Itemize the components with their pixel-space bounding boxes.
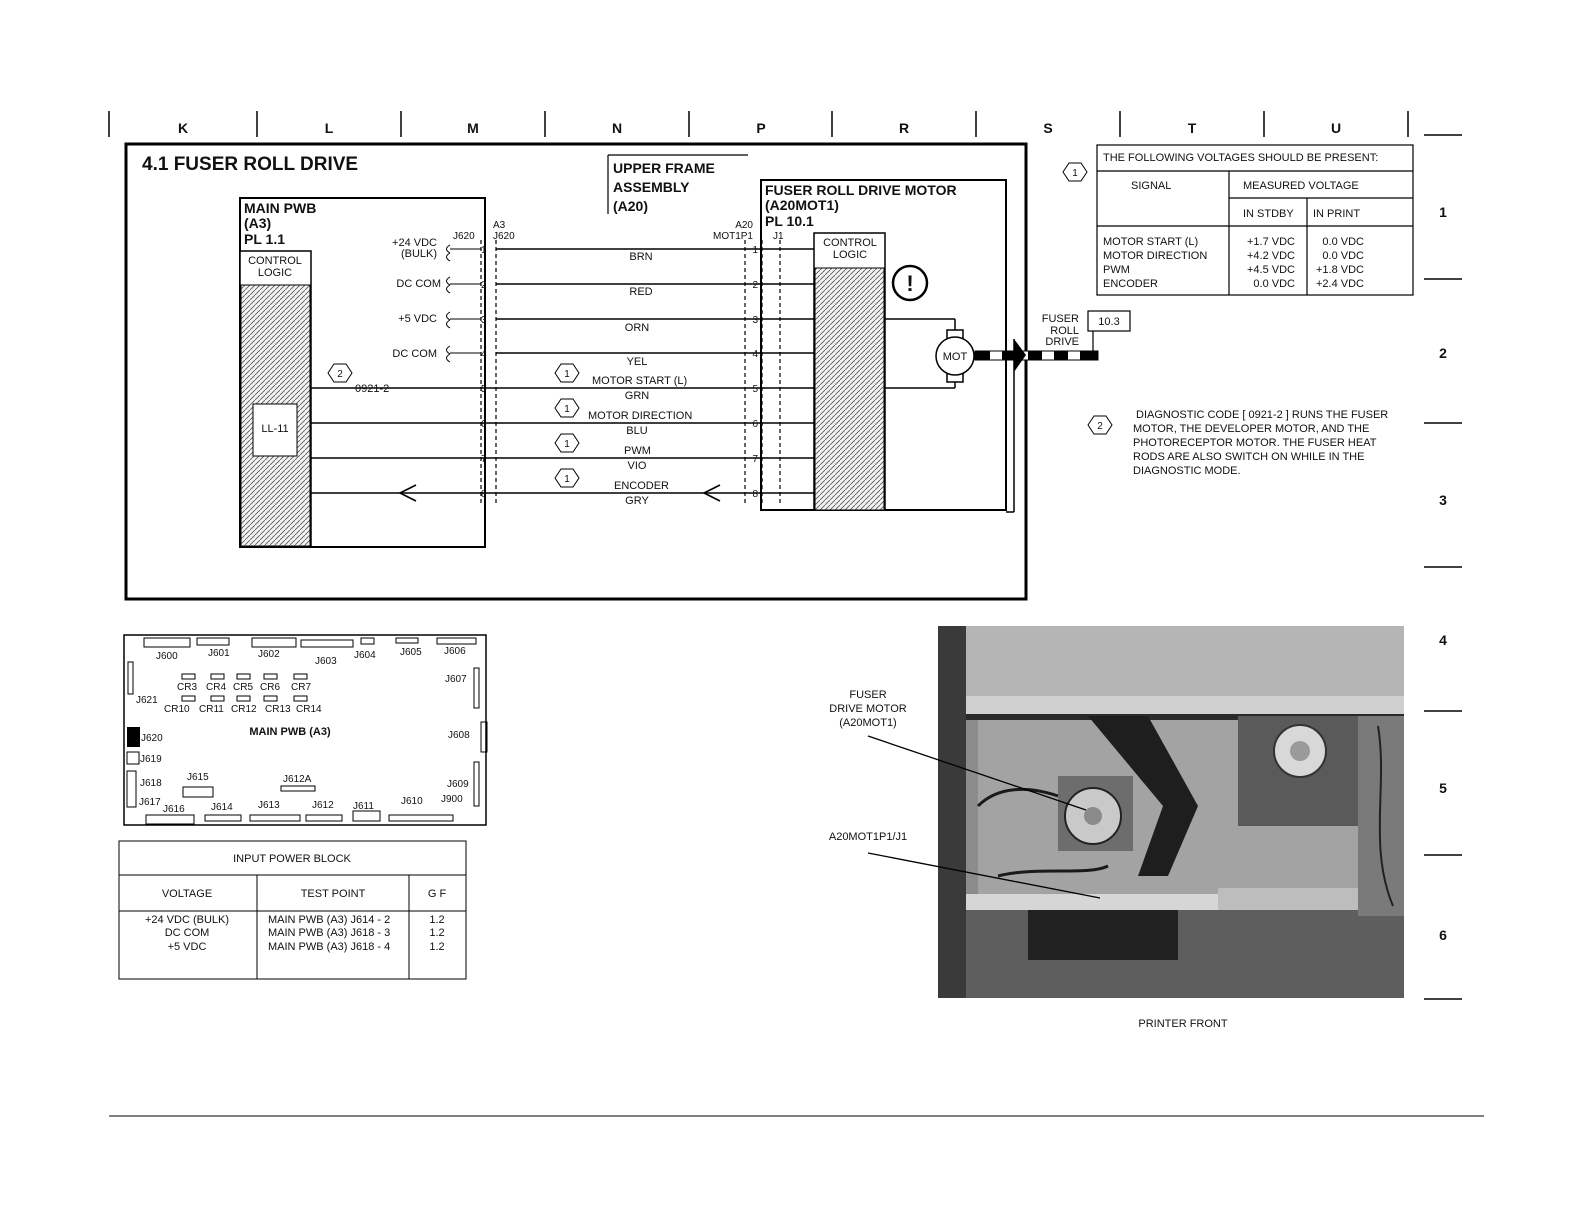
svg-text:MAIN PWB (A3): MAIN PWB (A3): [249, 726, 331, 738]
svg-text:+1.7 VDC: +1.7 VDC: [1247, 236, 1295, 248]
svg-text:J613: J613: [258, 800, 280, 811]
svg-text:DRIVE: DRIVE: [1045, 336, 1079, 348]
svg-text:1.2: 1.2: [429, 941, 445, 953]
mot-label: MOT: [942, 351, 968, 363]
svg-text:+4.5 VDC: +4.5 VDC: [1247, 264, 1295, 276]
svg-text:2: 2: [752, 280, 758, 291]
photo-caption: PRINTER FRONT: [1138, 1018, 1228, 1030]
svg-text:J615: J615: [187, 772, 209, 783]
diag-code-label: 0921-2: [355, 383, 390, 395]
svg-text:J618: J618: [140, 778, 162, 789]
svg-text:+2.4 VDC: +2.4 VDC: [1316, 278, 1364, 290]
col-label: K: [177, 120, 189, 136]
svg-text:5: 5: [481, 384, 487, 395]
svg-text:UPPER FRAME: UPPER FRAME: [613, 160, 715, 176]
col-label: P: [756, 120, 766, 136]
svg-text:1: 1: [481, 245, 487, 256]
svg-text:CR10: CR10: [164, 704, 190, 715]
row-label: 3: [1439, 492, 1447, 508]
svg-text:DRIVE MOTOR: DRIVE MOTOR: [829, 703, 907, 715]
svg-text:2: 2: [481, 280, 487, 291]
col-label: M: [467, 120, 479, 136]
svg-text:J609: J609: [447, 779, 469, 790]
svg-text:DIAGNOSTIC MODE.: DIAGNOSTIC MODE.: [1133, 465, 1241, 477]
svg-text:RODS ARE ALSO SWITCH ON WHILE: RODS ARE ALSO SWITCH ON WHILE IN THE: [1133, 451, 1365, 463]
svg-text:1: 1: [564, 439, 570, 450]
col-label: L: [324, 120, 334, 136]
row-label: 1: [1439, 204, 1447, 220]
svg-text:BLU: BLU: [626, 425, 648, 437]
svg-text:J616: J616: [163, 804, 185, 815]
svg-text:J619: J619: [140, 754, 162, 765]
a3-label: A3: [493, 220, 506, 231]
svg-text:IN STDBY: IN STDBY: [1243, 208, 1294, 220]
svg-text:PL 10.1: PL 10.1: [765, 213, 814, 229]
svg-text:J612A: J612A: [283, 774, 312, 785]
svg-text:J614: J614: [211, 802, 233, 813]
svg-text:+24 VDC: +24 VDC: [392, 237, 437, 249]
svg-text:8: 8: [752, 489, 758, 500]
svg-text:J610: J610: [401, 796, 423, 807]
svg-text:6: 6: [752, 419, 758, 430]
svg-text:VOLTAGE: VOLTAGE: [161, 888, 213, 900]
a20-label: A20: [735, 220, 753, 231]
svg-text:SIGNAL: SIGNAL: [1131, 180, 1172, 192]
svg-text:1: 1: [564, 404, 570, 415]
svg-text:CR7: CR7: [291, 682, 312, 693]
a3-j620-label: J620: [493, 231, 515, 242]
svg-text:CR4: CR4: [206, 682, 227, 693]
svg-text:FUSER: FUSER: [849, 689, 887, 701]
svg-text:CR14: CR14: [296, 704, 322, 715]
svg-text:(A20): (A20): [613, 198, 649, 214]
svg-text:6: 6: [481, 419, 487, 430]
svg-text:(BULK): (BULK): [400, 248, 437, 260]
diagram-title: 4.1 FUSER ROLL DRIVE: [142, 154, 359, 175]
svg-text:CONTROL: CONTROL: [823, 237, 877, 249]
svg-text:MAIN PWB (A3) J618 - 4: MAIN PWB (A3) J618 - 4: [268, 941, 391, 953]
svg-text:10.3: 10.3: [1098, 316, 1120, 328]
svg-text:THE FOLLOWING VOLTAGES SHOULD: THE FOLLOWING VOLTAGES SHOULD BE PRESENT:: [1103, 152, 1379, 164]
j620-label: J620: [453, 231, 475, 242]
svg-text:+4.2 VDC: +4.2 VDC: [1247, 250, 1295, 262]
svg-text:MOTOR DIRECTION: MOTOR DIRECTION: [588, 410, 693, 422]
svg-text:VIO: VIO: [627, 460, 647, 472]
col-label: S: [1043, 120, 1053, 136]
svg-text:0.0 VDC: 0.0 VDC: [1322, 250, 1364, 262]
svg-text:4: 4: [481, 349, 487, 360]
svg-text:+24 VDC (BULK): +24 VDC (BULK): [144, 914, 230, 926]
svg-text:J602: J602: [258, 649, 280, 660]
col-label: U: [1330, 120, 1342, 136]
j1-label: J1: [773, 231, 784, 242]
svg-text:8: 8: [481, 489, 487, 500]
svg-text:J617: J617: [139, 797, 161, 808]
svg-text:PHOTORECEPTOR MOTOR. THE FUSE: PHOTORECEPTOR MOTOR. THE FUSER HEAT: [1133, 437, 1377, 449]
svg-text:PWM: PWM: [1103, 264, 1130, 276]
col-label: R: [898, 120, 910, 136]
svg-text:BRN: BRN: [629, 251, 653, 263]
svg-text:MOTOR START (L): MOTOR START (L): [592, 375, 688, 387]
row-label: 2: [1439, 345, 1447, 361]
svg-text:J607: J607: [445, 674, 467, 685]
svg-text:MAIN PWB (A3) J614 - 2: MAIN PWB (A3) J614 - 2: [268, 914, 391, 926]
svg-text:J606: J606: [444, 646, 466, 657]
svg-text:J605: J605: [400, 647, 422, 658]
svg-text:7: 7: [481, 454, 487, 465]
svg-text:CR12: CR12: [231, 704, 257, 715]
svg-text:ORN: ORN: [624, 322, 650, 334]
svg-text:1: 1: [1072, 168, 1078, 179]
svg-text:(A20MOT1): (A20MOT1): [765, 197, 839, 213]
svg-text:MEASURED VOLTAGE: MEASURED VOLTAGE: [1243, 180, 1359, 192]
svg-text:DC COM: DC COM: [396, 278, 441, 290]
svg-text:J600: J600: [156, 651, 178, 662]
svg-text:DC COM: DC COM: [392, 348, 437, 360]
svg-text:RED: RED: [629, 286, 653, 298]
svg-text:1.2: 1.2: [429, 914, 445, 926]
svg-text:4: 4: [752, 349, 758, 360]
svg-text:CR13: CR13: [265, 704, 291, 715]
row-label: 4: [1439, 632, 1447, 648]
svg-text:INPUT POWER BLOCK: INPUT POWER BLOCK: [233, 853, 351, 865]
svg-text:GRN: GRN: [624, 390, 650, 402]
svg-text:CR3: CR3: [177, 682, 198, 693]
svg-text:MAIN PWB (A3) J618 - 3: MAIN PWB (A3) J618 - 3: [268, 927, 391, 939]
svg-text:PWM: PWM: [624, 445, 651, 457]
svg-text:1: 1: [564, 474, 570, 485]
svg-text:J612: J612: [312, 800, 334, 811]
svg-text:MOTOR DIRECTION: MOTOR DIRECTION: [1103, 250, 1208, 262]
mot1p1-label: MOT1P1: [712, 231, 753, 242]
svg-text:FUSER ROLL DRIVE MOTOR: FUSER ROLL DRIVE MOTOR: [765, 182, 957, 198]
svg-text:3: 3: [481, 315, 487, 326]
svg-text:J601: J601: [208, 648, 230, 659]
svg-text:TEST POINT: TEST POINT: [300, 888, 366, 900]
svg-text:GRY: GRY: [625, 495, 649, 507]
svg-text:(A20MOT1): (A20MOT1): [839, 717, 897, 729]
svg-text:J611: J611: [353, 801, 374, 812]
svg-text:J900: J900: [441, 794, 463, 805]
svg-text:1: 1: [564, 369, 570, 380]
svg-text:IN PRINT: IN PRINT: [1313, 208, 1361, 220]
svg-text:ENCODER: ENCODER: [1103, 278, 1159, 290]
svg-text:1: 1: [752, 245, 758, 256]
svg-text:0.0 VDC: 0.0 VDC: [1322, 236, 1364, 248]
ll11-label: LL-11: [261, 423, 289, 435]
svg-text:J621: J621: [136, 695, 158, 706]
svg-text:YEL: YEL: [626, 356, 648, 368]
svg-text:CR5: CR5: [233, 682, 254, 693]
row-label: 6: [1439, 927, 1447, 943]
svg-text:J620: J620: [141, 733, 163, 744]
svg-text:FUSER: FUSER: [1041, 313, 1079, 325]
svg-text:CONTROL: CONTROL: [248, 255, 302, 267]
svg-text:2: 2: [337, 369, 343, 380]
svg-text:J603: J603: [315, 656, 337, 667]
svg-text:!: !: [906, 271, 914, 296]
svg-text:CR11: CR11: [199, 704, 224, 715]
svg-text:5: 5: [752, 384, 758, 395]
svg-text:ASSEMBLY: ASSEMBLY: [613, 179, 690, 195]
svg-text:0.0 VDC: 0.0 VDC: [1253, 278, 1295, 290]
svg-text:LOGIC: LOGIC: [257, 267, 293, 279]
svg-text:(A3): (A3): [244, 215, 272, 231]
svg-text:+5 VDC: +5 VDC: [167, 941, 207, 953]
svg-text:MOTOR START (L): MOTOR START (L): [1103, 236, 1199, 248]
svg-text:J604: J604: [354, 650, 376, 661]
svg-text:J608: J608: [448, 730, 470, 741]
svg-text:ENCODER: ENCODER: [614, 480, 670, 492]
svg-text:PL 1.1: PL 1.1: [244, 231, 285, 247]
svg-text:3: 3: [752, 315, 758, 326]
svg-text:2: 2: [1097, 421, 1103, 432]
svg-text:+5 VDC: +5 VDC: [398, 313, 437, 325]
row-label: 5: [1439, 780, 1447, 796]
photo-connector-label: A20MOT1P1/J1: [828, 831, 908, 843]
col-label: T: [1187, 120, 1197, 136]
svg-text:+1.8 VDC: +1.8 VDC: [1316, 264, 1364, 276]
svg-text:MAIN PWB: MAIN PWB: [244, 200, 317, 216]
svg-text:7: 7: [752, 454, 758, 465]
svg-text:1.2: 1.2: [429, 927, 445, 939]
svg-text:DIAGNOSTIC CODE [ 0921-2 ] RUN: DIAGNOSTIC CODE [ 0921-2 ] RUNS THE FUSER: [1136, 409, 1389, 421]
svg-text:DC COM: DC COM: [164, 927, 210, 939]
svg-text:LOGIC: LOGIC: [832, 249, 868, 261]
svg-text:CR6: CR6: [260, 682, 281, 693]
col-label: N: [611, 120, 623, 136]
svg-text:MOTOR, THE DEVELOPER MOTOR, AN: MOTOR, THE DEVELOPER MOTOR, AND THE: [1133, 423, 1370, 435]
svg-text:ROLL: ROLL: [1050, 325, 1079, 337]
svg-text:G F: G F: [427, 888, 447, 900]
